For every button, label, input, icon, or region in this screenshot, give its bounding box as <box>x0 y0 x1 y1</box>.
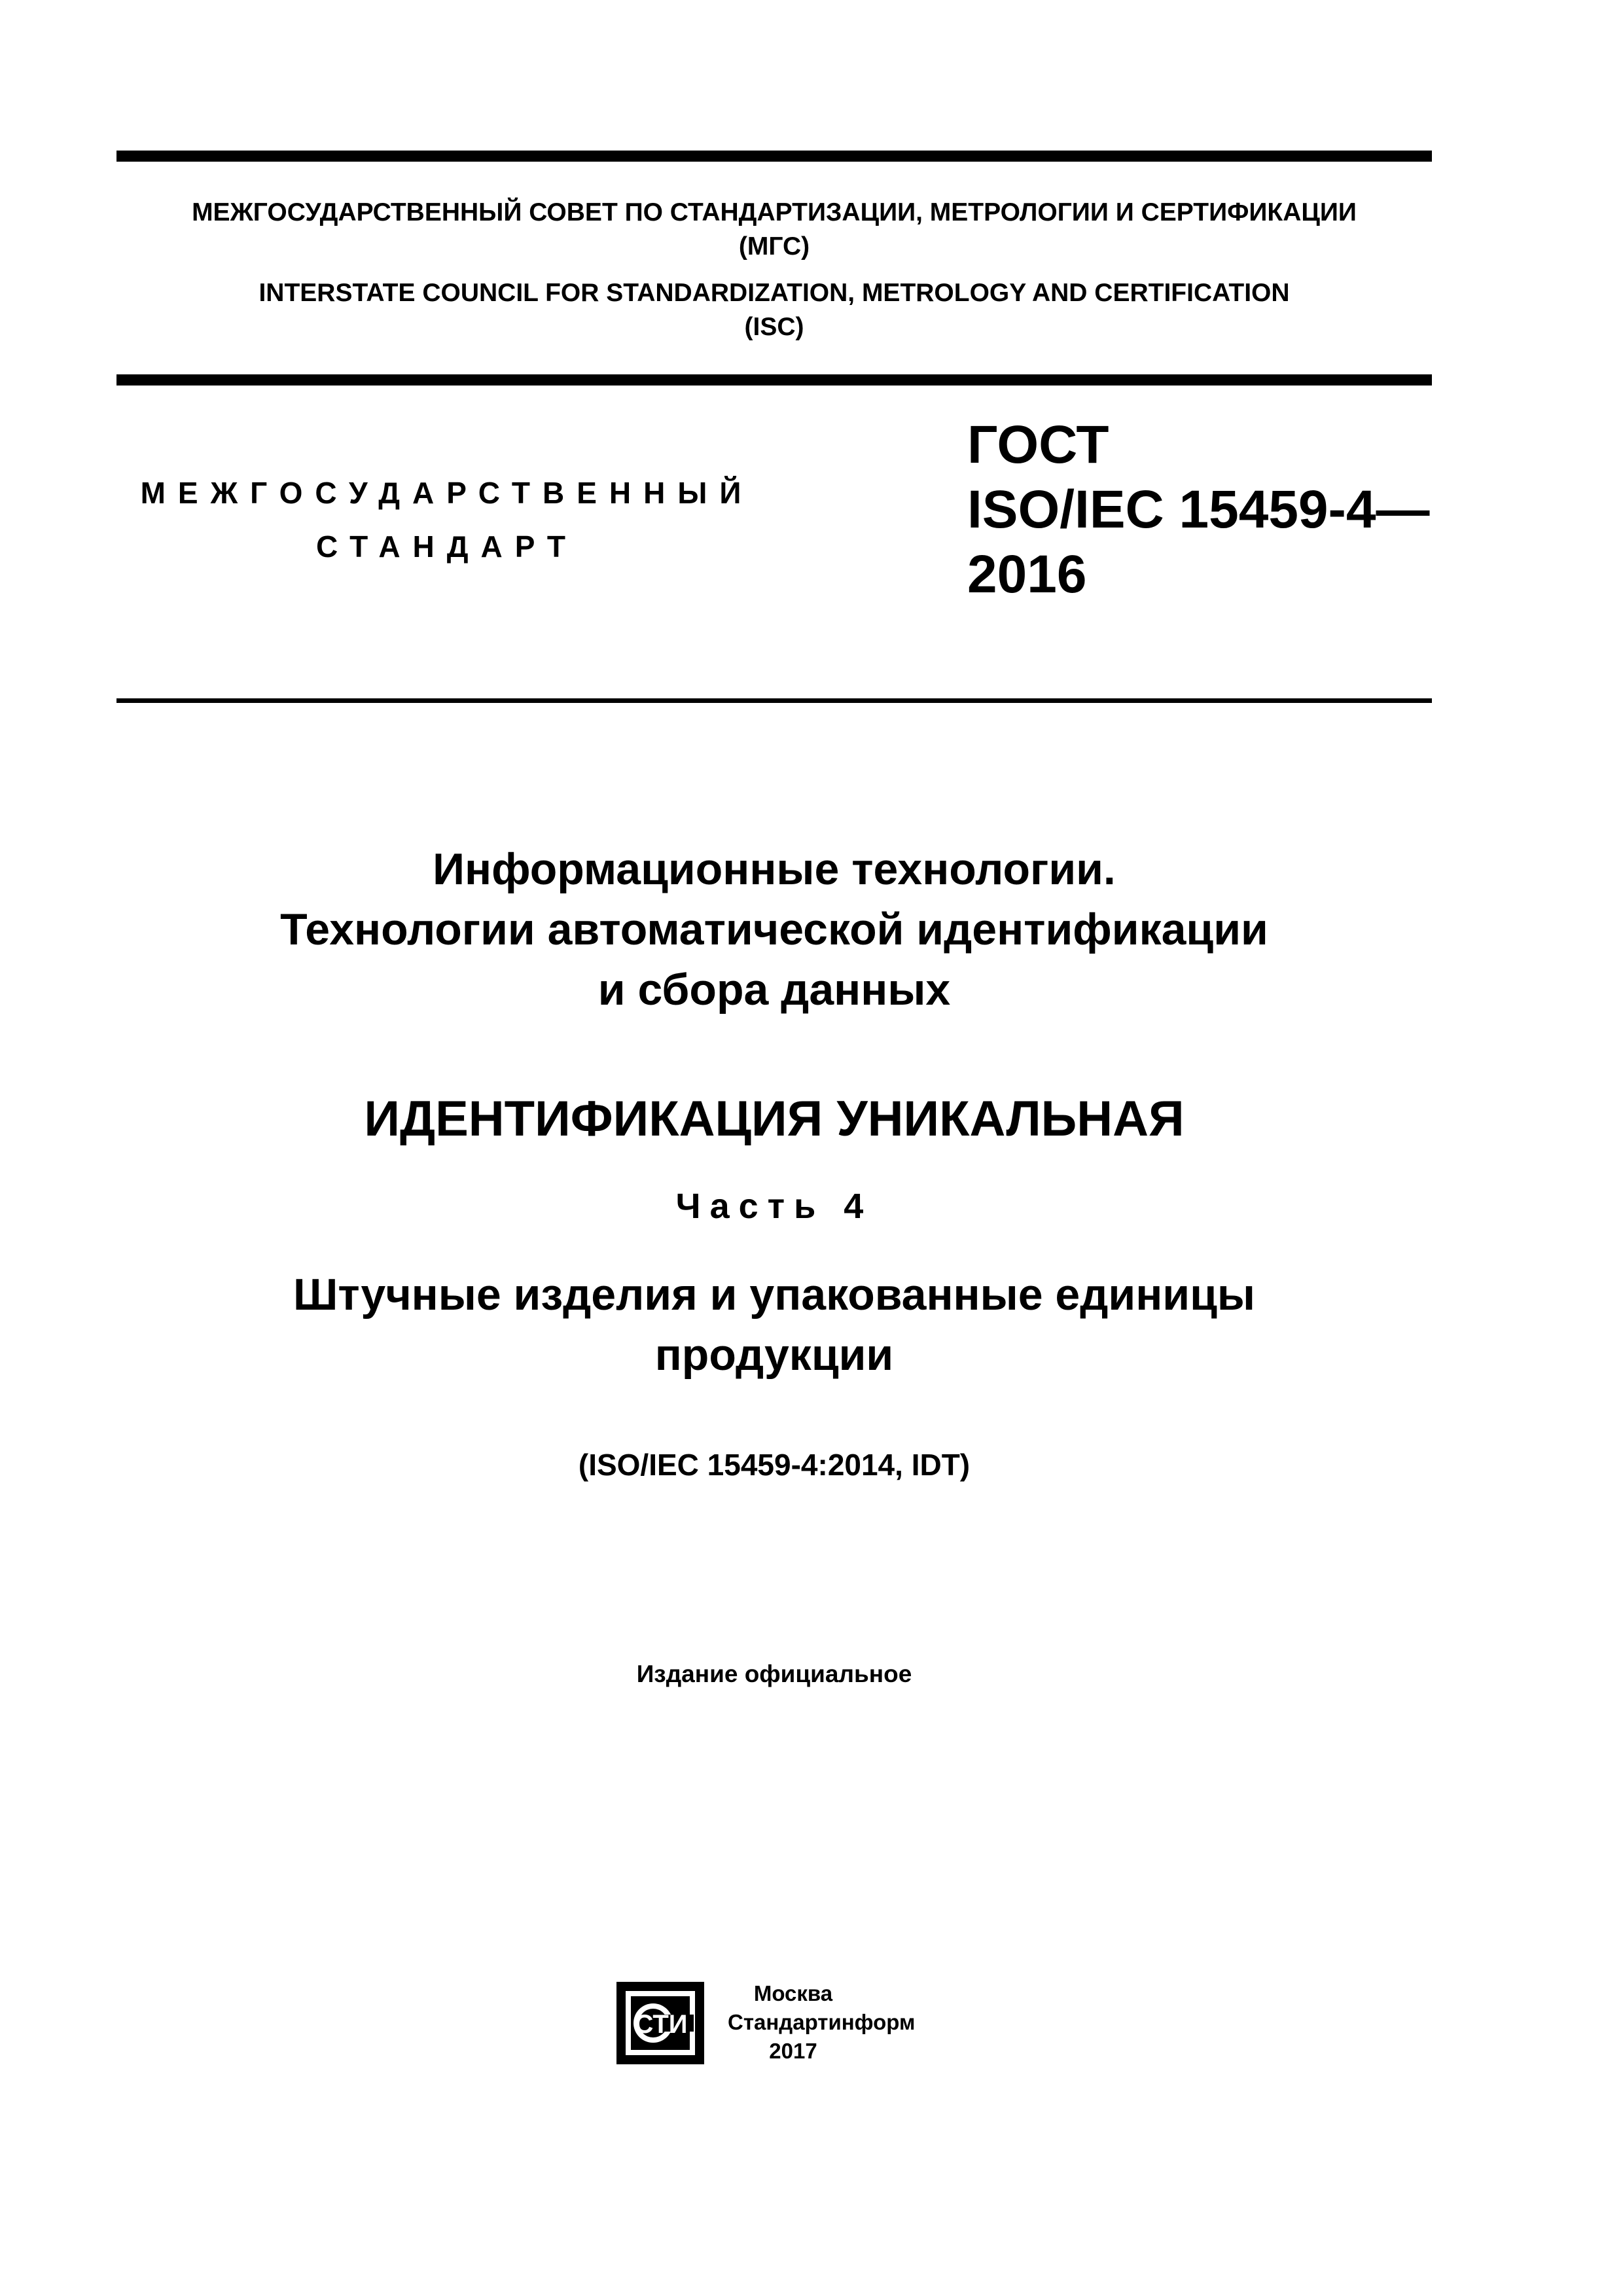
middle-rule <box>116 374 1432 386</box>
title-line1: Информационные технологии. <box>433 844 1116 894</box>
top-rule <box>116 151 1432 162</box>
standard-kind-line1: МЕЖГОСУДАРСТВЕННЫЙ <box>140 476 754 510</box>
publisher-city: Москва <box>753 1981 833 2005</box>
standard-kind-line2: СТАНДАРТ <box>316 529 578 564</box>
designation-line3: 2016 <box>967 545 1087 604</box>
bottom-rule <box>116 698 1432 703</box>
subtitle-line2: продукции <box>654 1330 894 1380</box>
main-title-upper: ИДЕНТИФИКАЦИЯ УНИКАЛЬНАЯ <box>364 1091 1185 1147</box>
title-line2: Технологии автоматической идентификации <box>280 905 1268 954</box>
designation-line1: ГОСТ <box>967 415 1109 475</box>
publisher-imprint <box>728 1979 916 2066</box>
standard-kind <box>116 466 777 573</box>
council-en-abbr: (ISC) <box>744 313 804 341</box>
council-ru-name: МЕЖГОСУДАРСТВЕННЫЙ СОВЕТ ПО СТАНДАРТИЗАЦИИ, МЕТРОЛОГИИ И СЕРТИФИКАЦИИ <box>192 198 1357 226</box>
international-correspondence: (ISO/IEC 15459-4:2014, IDT) <box>578 1448 971 1482</box>
council-ru-abbr: (МГС) <box>738 232 810 260</box>
publisher-year: 2017 <box>769 2039 817 2063</box>
designation-line2: ISO/IEC 15459-4— <box>967 480 1430 539</box>
subtitle-line1: Штучные изделия и упакованные единицы <box>293 1270 1255 1319</box>
edition-label: Издание официальное <box>636 1660 912 1687</box>
part-label: Часть 4 <box>675 1187 873 1226</box>
standartinform-logo-icon <box>611 1978 708 2070</box>
standard-designation <box>967 412 1429 607</box>
logo-text: СТИ <box>634 2010 688 2039</box>
publisher-name: Стандартинформ <box>728 2010 916 2034</box>
title-line3: и сбора данных <box>597 965 951 1014</box>
council-en-name: INTERSTATE COUNCIL FOR STANDARDIZATION, METROLOGY AND CERTIFICATION <box>259 279 1290 307</box>
